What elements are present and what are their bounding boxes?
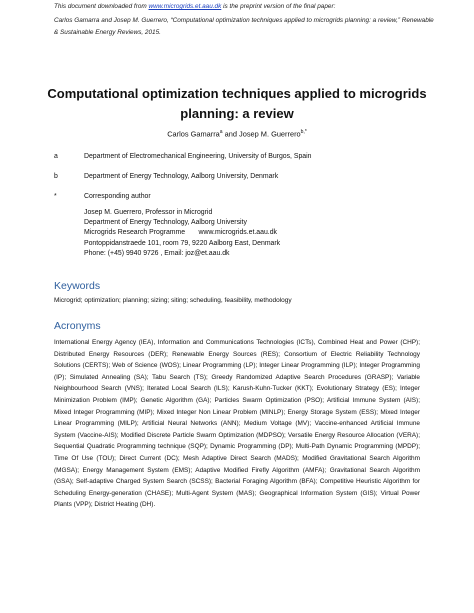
author-name: Josep M. Guerrero — [239, 129, 301, 139]
affiliation-text: Department of Energy Technology, Aalborg University, Denmark — [84, 173, 279, 180]
citation-notice: Carlos Gamarra and Josep M. Guerrero, “Computational optimization techniques applied to microgrids planning: a review,” Renewable & Sustainable Energy Reviews, 2015. — [54, 17, 434, 36]
address-line: Department of Energy Technology, Aalborg University — [84, 219, 247, 227]
author-line — [40, 129, 434, 138]
keywords-heading: Keywords — [54, 280, 101, 292]
author-affiliation-mark: a — [219, 129, 223, 135]
author-name: Carlos Gamarra — [167, 129, 220, 139]
address-line: Phone: (+45) 9940 9726 , Email: joz@et.aau.dk — [84, 249, 230, 257]
microgrids-link[interactable]: www.microgrids.et.aau.dk — [148, 3, 222, 10]
acronyms-heading: Acronyms — [54, 320, 101, 332]
paper-title: Computational optimization techniques applied to microgrids planning: a review — [47, 86, 427, 121]
corresponding-address — [84, 208, 280, 259]
keywords-text: Microgrid; optimization; planning; sizing; siting; scheduling, feasibility, methodology — [54, 297, 292, 304]
author-affiliation-mark: b,* — [300, 129, 307, 135]
notice-prefix: This document downloaded from — [54, 3, 149, 10]
address-line: Pontoppidanstraede 101, room 79, 9220 Aalborg East, Denmark — [84, 239, 281, 247]
affiliation-label: * — [54, 193, 57, 200]
notice-suffix: is the preprint version of the final paper: — [221, 3, 336, 10]
author-conjunction: and — [222, 129, 240, 139]
address-line: Microgrids Research Programme www.microgrids.et.aau.dk — [84, 229, 277, 237]
affiliation-text: Corresponding author — [84, 193, 151, 200]
preprint-notice — [54, 1, 434, 13]
affiliation-text: Department of Electromechanical Engineering, University of Burgos, Spain — [84, 153, 312, 160]
affiliation-label: a — [54, 153, 58, 160]
address-line: Josep M. Guerrero, Professor in Microgrid — [84, 209, 213, 216]
acronyms-text: International Energy Agency (IEA), Information and Communications Technologies (ICTs), Combined Heat and Power (CHP); Distributed Energy Resources (DER); Renewable Energy Sources (RES); Consortium of Electric Reliability Technology Solutions (CERTS); Web of Science (WOS); Linear Programming (LP); Integer Linear Programming (ILP); Integer Programming (IP); Simulated Annealing (SA); Tabu Search (TS); Greedy Randomized Adaptive Search Procedures (GRASP); Variable Neighbourhood Search (VNS); Iterated Local Search (ILS); Karush-Kuhn-Tucker (KKT); Evolutionary Strategy (ES); Integer Minimization Problem (IMP); Genetic Algorithm (GA); Particles Swarm Optimization (PSO); Artificial Immune System (AIS); Mixed Integer Programming (MIP); Mixed Integer Non Linear Problem (MINLP); Energy Storage System (ESS); Mixed Integer Linear Programming (MILP); Artificial Neural Networks (ANN); Medium Voltage (MV); Vaccine-enhanced Artificial Immune System (Vaccine-AIS); Modified Discrete Particle Swarm Optimization (MDPSO); Versatile Energy Resource Allocation (VERA); Sequential Quadratic Programming technique (SQP); Dynamic Programming (DP); Multi-Path Dynamic Programming (MPDP); Time Of Use (TOU); Direct Current (DC); Mesh Adaptive Direct Search (MADS); Modified Gravitational Search Algorithm (MGSA); Energy Management System (EMS); Adaptive Modified Firefly Algorithm (AMFA); Gravitational Search Algorithm (GSA); Self-adaptive Charged System Search (SCSS); Bacterial Foraging Algorithm (BFA); Competitive Heuristic Algorithm for Scheduling Energy-generation (CHASE); Multi-Agent System (MAS); Geographical Information System (GIS); Virtual Power Plants (VPP); District Heating (DH). — [54, 339, 420, 509]
affiliation-label: b — [54, 173, 58, 180]
